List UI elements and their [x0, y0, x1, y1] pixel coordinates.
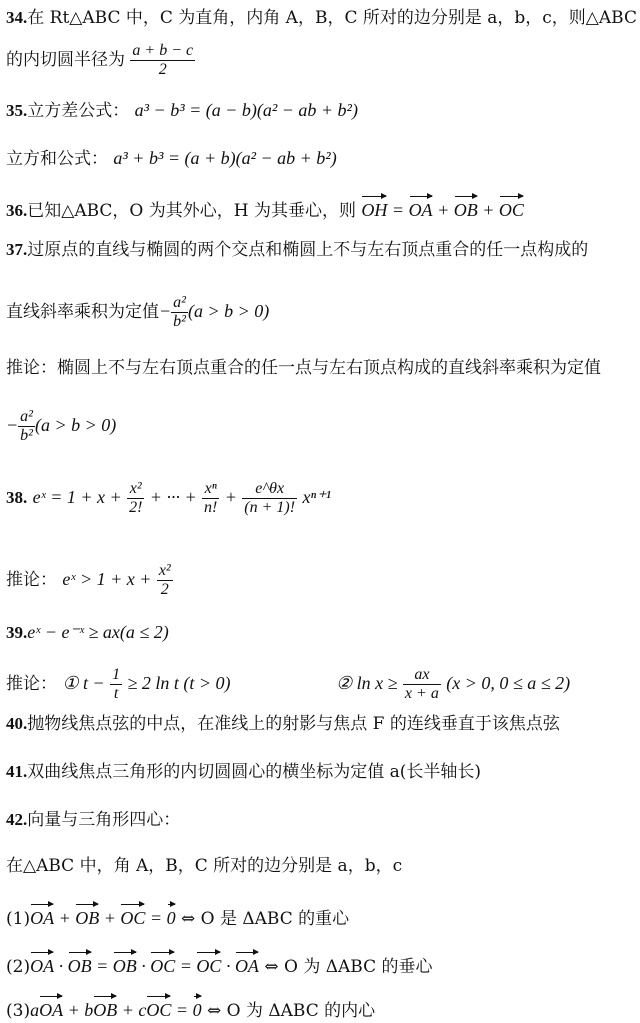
denominator: (n + 1)! — [244, 499, 296, 516]
zero-vector: 0 — [193, 994, 202, 1022]
item-37-corollary — [6, 356, 601, 380]
vector-oh: OH — [361, 194, 387, 222]
item-35-line1 — [6, 98, 358, 123]
formula-part: eˣ > 1 + x + — [62, 569, 152, 589]
op: = — [171, 1000, 193, 1020]
op: = — [175, 956, 197, 976]
op: + — [54, 908, 76, 928]
denominator: 2! — [129, 499, 143, 516]
numerator: x² — [129, 480, 142, 497]
item-text: 过原点的直线与椭圆的两个交点和椭圆上不与左右顶点重合的任一点构成的 — [27, 240, 589, 260]
item-number: 41. — [6, 762, 28, 781]
formula-part: ① t − — [62, 673, 105, 693]
minus-sign: − — [6, 415, 19, 435]
item-text: 在△ABC 中，角 A，B，C 所对的边分别是 a，b，c — [6, 856, 403, 876]
row-index: (3) — [6, 1001, 31, 1021]
vector-oc: OC — [150, 950, 175, 978]
row-text: ⇔ O 为 ΔABC 的垂心 — [258, 957, 433, 977]
op: = — [91, 956, 113, 976]
item-number: 42. — [6, 810, 28, 829]
fraction — [403, 666, 441, 703]
item-42 — [6, 808, 180, 832]
minus-sign: − — [159, 301, 172, 321]
op: · — [54, 956, 68, 976]
item-number: 35. — [6, 101, 28, 120]
numerator: x² — [158, 562, 171, 579]
row-index: (1) — [6, 909, 31, 929]
item-39-corollary-1 — [6, 666, 231, 703]
item-41 — [6, 760, 481, 784]
row-text: ⇔ O 为 ΔABC 的内心 — [201, 1001, 376, 1021]
op: · — [221, 956, 235, 976]
vector-oc: OC — [120, 902, 145, 930]
vector-ob: OB — [454, 194, 478, 222]
op: + — [99, 908, 121, 928]
vector-ob: OB — [75, 902, 99, 930]
item-36 — [6, 194, 524, 223]
formula-part: ② ln x ≥ — [336, 673, 398, 693]
vector-oc: OC — [196, 950, 221, 978]
condition: (a > b > 0) — [34, 415, 117, 435]
item-35-line2 — [6, 146, 337, 171]
item-34-line1 — [6, 6, 637, 30]
item-42-row-1 — [6, 902, 349, 931]
corollary-text: 推论：椭圆上不与左右顶点重合的任一点与左右顶点构成的直线斜率乘积为定值 — [6, 358, 601, 378]
numerator: e^θx — [255, 480, 285, 497]
denominator: b² — [20, 427, 33, 444]
item-number: 38. — [6, 488, 28, 507]
item-text: 已知△ABC，O 为其外心，H 为其垂心，则 — [27, 201, 356, 221]
corollary-label: 推论： — [6, 674, 57, 694]
denominator: x + a — [404, 685, 439, 702]
condition: (a > b > 0) — [187, 301, 270, 321]
vector-oa: OA — [30, 950, 54, 978]
vector-ob: OB — [113, 950, 137, 978]
fraction — [242, 480, 297, 517]
item-number: 37. — [6, 240, 28, 259]
numerator: a² — [20, 408, 33, 425]
item-34-line2 — [6, 42, 195, 79]
item-number: 39. — [6, 623, 28, 642]
denominator: 2 — [157, 580, 173, 599]
formula: eˣ − e⁻ˣ ≥ ax(a ≤ 2) — [27, 622, 169, 642]
vector-oa: OA — [235, 950, 259, 978]
item-number: 36. — [6, 201, 28, 220]
formula-part: eˣ = 1 + x + — [32, 487, 122, 507]
op: = — [145, 908, 167, 928]
op: = — [387, 200, 409, 220]
item-text: 直线斜率乘积为定值 — [6, 302, 159, 322]
formula: a³ − b³ = (a − b)(a² − ab + b²) — [134, 100, 358, 120]
item-39-corollary-2 — [336, 666, 570, 703]
item-number: 40. — [6, 714, 28, 733]
op: + c — [117, 1000, 147, 1020]
fraction — [18, 408, 35, 445]
denominator: t — [110, 684, 122, 703]
item-37-line1 — [6, 238, 588, 262]
item-text: 在 Rt△ABC 中，C 为直角，内角 A，B，C 所对的边分别是 a，b，c，则△ABC — [27, 8, 637, 28]
op: + — [432, 200, 454, 220]
fraction — [202, 480, 219, 517]
formula: a³ + b³ = (a + b)(a² − ab + b²) — [113, 148, 337, 168]
formula-part: (x > 0, 0 ≤ a ≤ 2) — [446, 673, 571, 693]
item-label: 立方差公式： — [27, 101, 130, 121]
op: + b — [63, 1000, 94, 1020]
item-text: 抛物线焦点弦的中点，在准线上的射影与焦点 F 的连线垂直于该焦点弦 — [27, 714, 560, 734]
numerator: xⁿ — [204, 480, 217, 497]
op: + — [477, 200, 499, 220]
vector-oc: OC — [499, 194, 524, 222]
item-text: 双曲线焦点三角形的内切圆圆心的横坐标为定值 a(长半轴长) — [27, 762, 482, 782]
item-text: 向量与三角形四心： — [27, 810, 181, 830]
item-42-row-2 — [6, 950, 433, 979]
item-text: 的内切圆半径为 — [6, 50, 125, 70]
item-number: 34. — [6, 8, 28, 27]
item-39 — [6, 620, 169, 645]
coef: a — [30, 1000, 40, 1020]
item-37-line2 — [6, 294, 269, 331]
formula-part: + — [224, 487, 237, 507]
denominator: n! — [204, 499, 218, 516]
vector-ob: OB — [68, 950, 92, 978]
item-42-subtitle — [6, 854, 402, 878]
item-38 — [6, 480, 331, 517]
numerator: a + b − c — [132, 42, 194, 59]
formula-part: + ··· + — [149, 487, 197, 507]
corollary-label: 推论： — [6, 570, 57, 590]
fraction — [127, 480, 144, 517]
op: · — [136, 956, 151, 976]
numerator: ax — [414, 666, 430, 683]
denominator: 2 — [130, 60, 195, 79]
fraction — [110, 666, 122, 703]
numerator: 1 — [112, 666, 121, 683]
vector-oa: OA — [39, 994, 63, 1022]
vector-oa: OA — [409, 194, 433, 222]
vector-ob: OB — [93, 994, 117, 1022]
row-index: (2) — [6, 957, 31, 977]
item-40 — [6, 712, 560, 736]
formula-part: xⁿ⁺¹ — [302, 487, 332, 507]
numerator: a² — [173, 294, 186, 311]
formula-part: ≥ 2 ln t (t > 0) — [127, 673, 231, 693]
item-42-row-3 — [6, 994, 375, 1023]
zero-vector: 0 — [167, 902, 176, 930]
fraction — [171, 294, 188, 331]
vector-oc: OC — [146, 994, 171, 1022]
fraction — [157, 562, 173, 599]
vector-oa: OA — [30, 902, 54, 930]
denominator: b² — [173, 313, 186, 330]
fraction — [130, 42, 195, 79]
item-label: 立方和公式： — [6, 149, 108, 169]
row-text: ⇔ O 是 ΔABC 的重心 — [175, 909, 350, 929]
item-38-corollary — [6, 562, 173, 599]
item-37-corollary-formula — [6, 408, 116, 445]
